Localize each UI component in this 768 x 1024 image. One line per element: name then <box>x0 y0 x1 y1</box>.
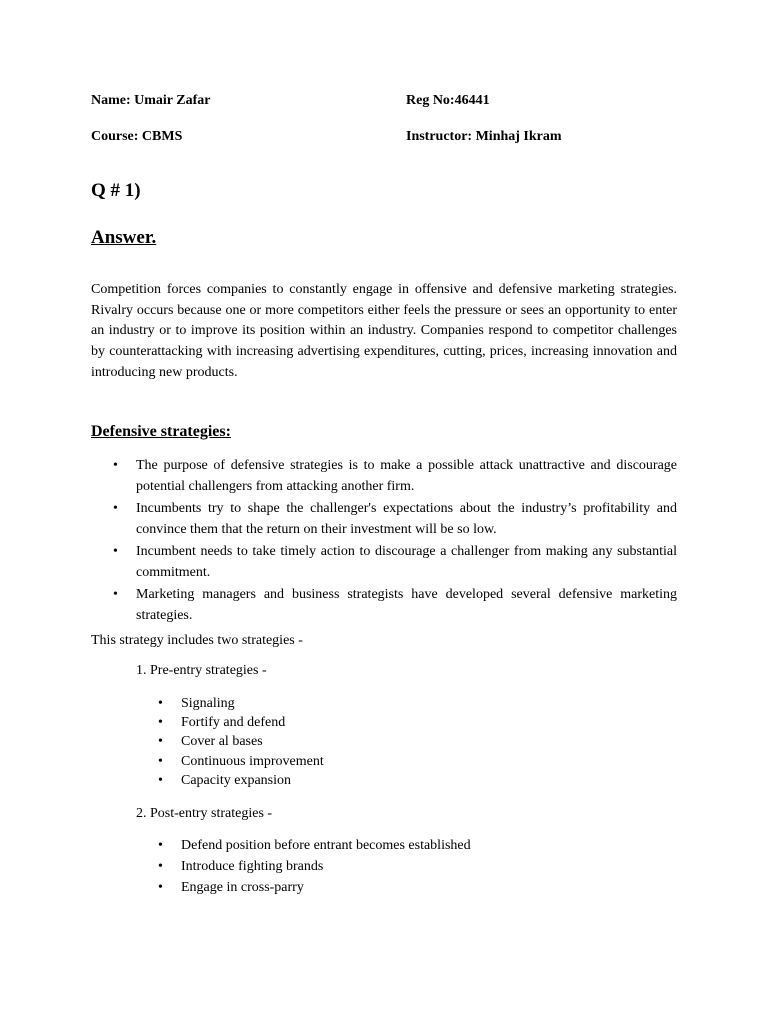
pre-entry-heading: 1. Pre-entry strategies - <box>136 663 267 678</box>
list-item: • Cover al bases <box>136 732 324 751</box>
strategy-intro: This strategy includes two strategies - <box>91 633 303 648</box>
intro-paragraph: Competition forces companies to constantly engage in offensive and defensive marketing strategies. Rivalry occurs because one or more competitors either feels the pressure or sees an opportunity to enter an industry or to improve its position within an industry. Companies respond to competitor challenges by counterattacking with increasing advertising expenditures, cutting, prices, increasing innovation and introducing new products. <box>91 282 677 380</box>
pre-entry-list <box>136 694 324 790</box>
list-item: • Defend position before entrant becomes established <box>136 835 471 856</box>
list-item: • Continuous improvement <box>136 752 324 771</box>
student-name: Name: Umair Zafar <box>91 93 211 108</box>
list-item: • Engage in cross-parry <box>136 877 471 898</box>
list-item: • Marketing managers and business strategists have developed several defensive marketing strategies. <box>91 584 677 626</box>
list-item: • The purpose of defensive strategies is to make a possible attack unattractive and discourage potential challengers from attacking another firm. <box>91 455 677 497</box>
list-item: • Fortify and defend <box>136 713 324 732</box>
list-item: • Incumbents try to shape the challenger's expectations about the industry’s profitability and convince them that the return on their investment will be so low. <box>91 498 677 540</box>
answer-heading: Answer. <box>91 227 157 248</box>
list-item: • Signaling <box>136 694 324 713</box>
defensive-bullet-list <box>91 455 677 627</box>
list-item: • Incumbent needs to take timely action to discourage a challenger from making any substantial commitment. <box>91 541 677 583</box>
registration-number: Reg No:46441 <box>406 93 490 108</box>
list-item: • Introduce fighting brands <box>136 856 471 877</box>
question-number: Q # 1) <box>91 180 141 201</box>
list-item: • Capacity expansion <box>136 771 324 790</box>
defensive-strategies-heading: Defensive strategies: <box>91 423 231 440</box>
post-entry-list <box>136 835 471 898</box>
instructor-name: Instructor: Minhaj Ikram <box>406 129 562 144</box>
course-name: Course: CBMS <box>91 129 183 144</box>
post-entry-heading: 2. Post-entry strategies - <box>136 806 273 821</box>
